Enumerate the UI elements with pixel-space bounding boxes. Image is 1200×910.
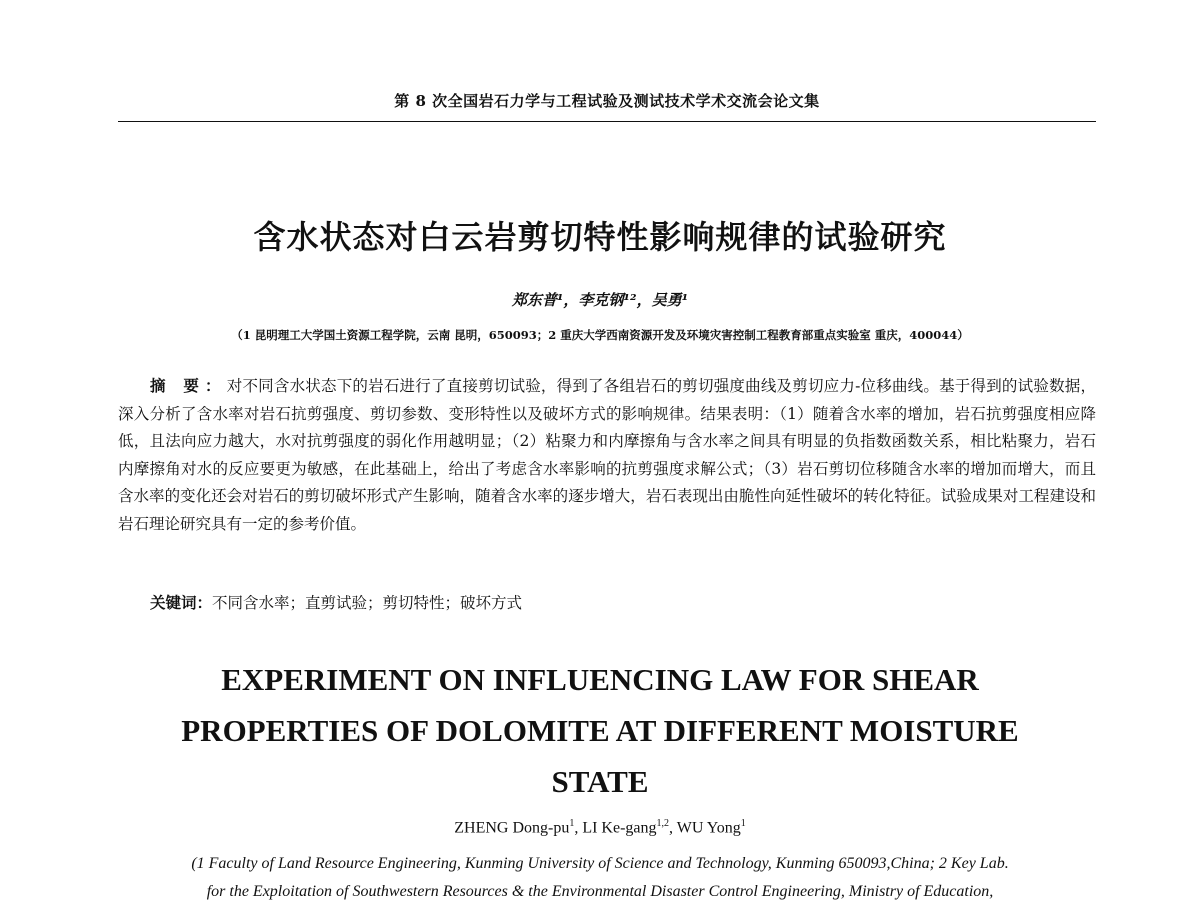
abstract-text: 对不同含水状态下的岩石进行了直接剪切试验，得到了各组岩石的剪切强度曲线及剪切应力-位移曲线。基于得到的试验数据，深入分析了含水率对岩石抗剪强度、剪切参数、变形特性以及破坏方式的影响规律。结果表明：（1）随着含水率的增加，岩石抗剪强度相应降低，且法向应力越大，水对抗剪强度的弱化作用越明显；（2）粘聚力和内摩擦角与含水率之间具有明显的负指数函数关系，相比粘聚力，岩石内摩擦角对水的反应要更为敏感，在此基础上，给出了考虑含水率影响的抗剪强度求解公式；（3）岩石剪切位移随含水率的增加而增大，而且含水率的变化还会对岩石的剪切破坏形式产生影响，随着含水率的逐步增大，岩石表现出由脆性向延性破坏的转化特征。试验成果对工程建设和岩石理论研究具有一定的参考价值。 <box>118 377 1096 533</box>
english-title-line: EXPERIMENT ON INFLUENCING LAW FOR SHEAR <box>221 662 979 697</box>
keywords-label: 关键词： <box>150 593 213 612</box>
header-rule <box>118 121 1096 122</box>
english-title-line: STATE <box>551 764 649 799</box>
english-title-line: PROPERTIES OF DOLOMITE AT DIFFERENT MOISTURE <box>181 713 1019 748</box>
english-authors: ZHENG Dong-$pu^1$, LI Ke-gang$^{1,2}$, WU Yong$^1$ <box>454 818 746 837</box>
chinese-affiliation: （1 昆明理工大学国土资源工程学院，云南 昆明，650093；2 重庆大学西南资源开发及环境灾害控制工程教育部重点实验室 重庆，400044） <box>231 328 969 342</box>
chinese-keywords <box>150 589 1090 617</box>
proceedings-header: 第 8 次全国岩石力学与工程试验及测试技术学术交流会论文集 <box>394 92 820 110</box>
author-affil-mark: 1,2 <box>656 818 670 829</box>
chinese-authors: 郑东普¹，李克钢¹²，吴勇¹ <box>511 291 689 309</box>
english-title <box>100 654 1100 807</box>
chinese-abstract <box>118 372 1096 538</box>
english-affiliation-line: for the Exploitation of Southwestern Resources & the Environmental Disaster Control Engineering, Ministry of Education, <box>206 883 994 900</box>
keywords-text: 不同含水率；直剪试验；剪切特性；破坏方式 <box>212 594 523 612</box>
author-name: WU Yong <box>676 819 741 837</box>
author-affil-mark: 1 <box>569 818 575 829</box>
abstract-label: 摘 要： <box>150 376 227 395</box>
english-affiliation <box>100 850 1100 906</box>
chinese-title: 含水状态对白云岩剪切特性影响规律的试验研究 <box>253 218 947 256</box>
english-affiliation-line: (1 Faculty of Land Resource Engineering, Kunming University of Science and Technology, Kunming 650093,China; 2 Key Lab. <box>191 855 1009 872</box>
author-affil-mark: 1 <box>740 818 746 829</box>
author-name: LI Ke-gang <box>582 819 657 837</box>
author-name: ZHENG Dong-pu <box>454 819 570 837</box>
